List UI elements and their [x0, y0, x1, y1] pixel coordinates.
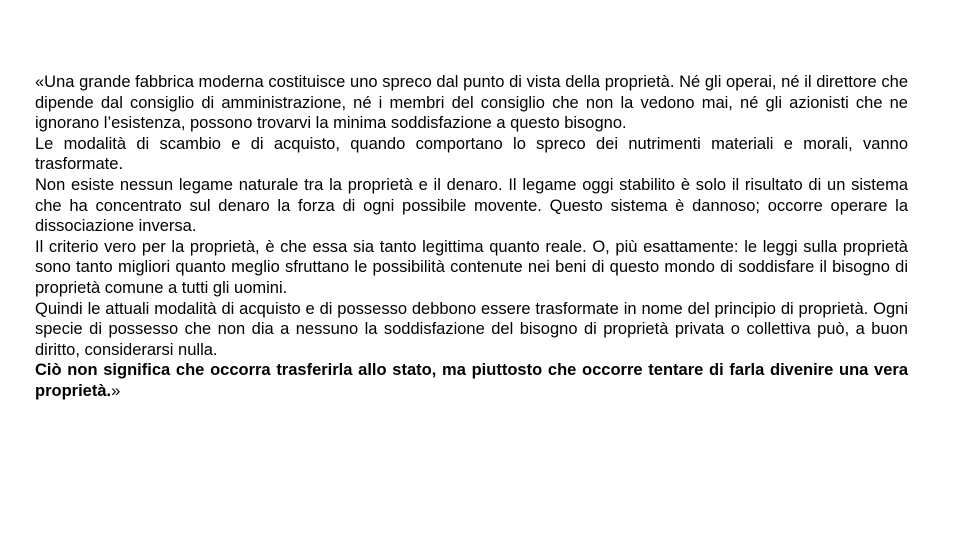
paragraph-1: «Una grande fabbrica moderna costituisce uno spreco dal punto di vista della proprietà. Né gli operai, né il direttore che dipende dal consiglio di amministrazione, né i membri del consiglio che non la vedono mai, né gli azionisti che ne ignorano l’esistenza, possono trovarvi la minima soddisfazione a questo bisogno.	[35, 73, 908, 133]
paragraph-2: Le modalità di scambio e di acquisto, quando comportano lo spreco dei nutrimenti materiali e morali, vanno trasformate.	[35, 134, 908, 174]
closing-quote-mark: »	[111, 381, 121, 400]
paragraph-4: Il criterio vero per la proprietà, è che essa sia tanto legittima quanto reale. O, più esattamente: le leggi sulla proprietà sono tanto migliori quanto meglio sfruttano le possibilità contenute nei beni di questo mondo di soddisfare il bisogno di proprietà comune a tutti gli uomini.	[35, 237, 908, 297]
paragraph-3: Non esiste nessun legame naturale tra la proprietà e il denaro. Il legame oggi stabilito è solo il risultato di un sistema che ha concentrato sul denaro la forza di ogni possibile movente. Questo sistema è dannoso; occorre operare la dissociazione inversa.	[35, 175, 908, 236]
quote-text-block	[35, 72, 908, 402]
paragraph-6-text: Ciò non significa che occorra trasferirla allo stato, ma piuttosto che occorre tentare di farla divenire una vera proprietà.	[35, 361, 908, 400]
paragraph-6	[35, 360, 908, 401]
paragraph-5: Quindi le attuali modalità di acquisto e di possesso debbono essere trasformate in nome del principio di proprietà. Ogni specie di possesso che non dia a nessuno la soddisfazione del bisogno di proprietà privata o collettiva può, a buon diritto, considerarsi nulla.	[35, 299, 908, 359]
